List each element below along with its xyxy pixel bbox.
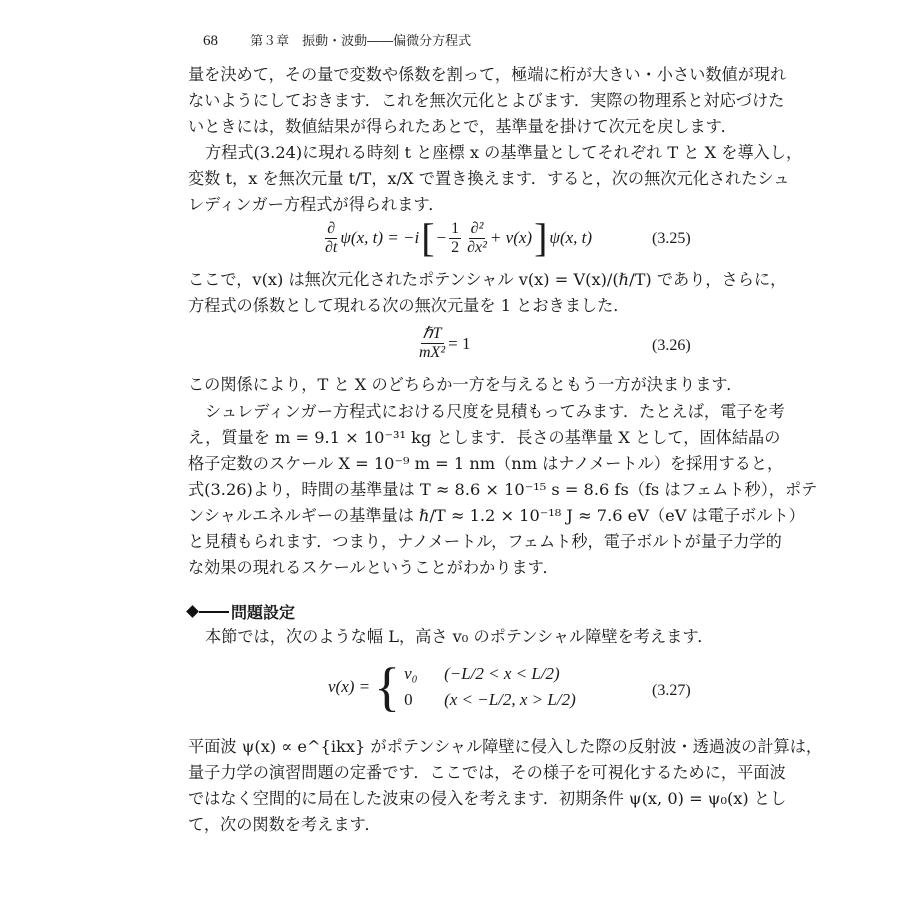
case-value: v₀: [404, 664, 418, 683]
numerator: ∂²: [470, 219, 484, 237]
text-line: な効果の現れるスケールということがわかります．: [188, 558, 559, 577]
text-line: 量子力学の演習問題の定番です．ここでは，その様子を可視化するために，平面波: [188, 763, 786, 782]
text-line: レディンガー方程式が得られます．: [188, 195, 445, 214]
denominator: ∂t: [325, 238, 338, 256]
text-line: 量を決めて，その量で変数や係数を割って，極端に桁が大きい・小さい数値が現れ: [188, 65, 787, 84]
text-line: ここで，v(x) は無次元化されたポテンシャル v(x) = V(x)/(ℏ/T) であり，さらに，: [188, 270, 787, 289]
denominator: 2: [451, 238, 460, 256]
denominator: ∂x²: [467, 238, 487, 256]
left-bracket: [: [421, 215, 435, 260]
text-line: 変数 t，x を無次元量 t/T，x/X で置き換えます．すると，次の無次元化されたシュ: [188, 169, 790, 188]
text-line: この関係により，T と X のどちらか一方を与えるともう一方が決まります．: [188, 375, 743, 394]
section-heading-text: 問題設定: [231, 603, 296, 622]
chapter-title: 第３章 振動・波動――偏微分方程式: [250, 34, 472, 49]
left-brace: {: [374, 657, 401, 717]
text-line: ではなく空間的に局在した波束の侵入を考えます．初期条件 ψ(x, 0) = ψ₀(x) とし: [188, 789, 787, 808]
text-line: 本節では，次のような幅 L，高さ v₀ のポテンシャル障壁を考えます．: [205, 627, 714, 646]
case-value: 0: [404, 690, 413, 709]
text-line: いときには，数値結果が得られたあとで，基準量を掛けて次元を戻します．: [188, 117, 737, 136]
section-heading: [188, 600, 295, 623]
cases: [404, 664, 576, 710]
fraction: [449, 220, 461, 257]
text-line: シュレディンガー方程式における尺度を見積もってみます．たとえば，電子を考: [205, 402, 785, 421]
equation-part: −: [436, 228, 447, 247]
text-line: 式(3.26)より，時間の基準量は T ≈ 8.6 × 10⁻¹⁵ s = 8.6 fs（fs はフェムト秒），ポテ: [188, 480, 818, 499]
equation-part: = 1: [448, 333, 471, 353]
equation-part: ψ(x, t) = −i: [340, 228, 420, 247]
text-line: て，次の関数を考えます．: [188, 815, 381, 834]
running-header: [203, 30, 471, 50]
fraction: [467, 220, 487, 257]
equation-number: (3.25): [652, 230, 691, 247]
text-line: 格子定数のスケール X = 10⁻⁹ m = 1 nm（nm はナノメートル）を採用すると，: [188, 454, 784, 473]
case-row: [404, 690, 576, 710]
equation-part: v(x) =: [328, 677, 371, 696]
equation-part: ψ(x, t): [549, 228, 593, 247]
equation-part: + v(x): [489, 228, 533, 247]
case-condition: (x < −L/2, x > L/2): [444, 690, 576, 709]
text-line: 方程式の係数として現れる次の無次元量を 1 とおきました．: [188, 296, 630, 315]
right-bracket: ]: [534, 215, 548, 260]
text-line: 方程式(3.24)に現れる時刻 t と座標 x の基準量としてそれぞれ T と X を導入し，: [205, 143, 803, 162]
numerator: 1: [451, 219, 460, 237]
numerator: ∂: [327, 219, 336, 237]
equation-number: (3.27): [652, 682, 691, 699]
text-line: ないようにしておきます．これを無次元化とよびます．実際の物理系と対応づけた: [188, 91, 785, 110]
equation-3-25: [322, 215, 593, 260]
text-line: 平面波 ψ(x) ∝ e^{ikx} がポテンシャル障壁に侵入した際の反射波・透過波の計算は，: [188, 737, 823, 756]
numerator: ℏT: [422, 325, 442, 342]
fraction: [325, 220, 337, 257]
text-line: と見積もられます．つまり，ナノメートル，フェムト秒，電子ボルトが量子力学的: [188, 532, 782, 551]
case-condition: (−L/2 < x < L/2): [444, 664, 560, 683]
equation-number: (3.26): [652, 337, 691, 354]
fraction: [419, 325, 445, 362]
equation-3-27: [328, 657, 576, 717]
equation-3-26: [416, 325, 470, 362]
page-number: 68: [203, 33, 218, 49]
heading-rule: [199, 611, 229, 613]
diamond-bullet-icon: [186, 605, 199, 618]
text-line: ンシャルエネルギーの基準量は ℏ/T ≈ 1.2 × 10⁻¹⁸ J ≈ 7.6 eV（eV は電子ボルト）: [188, 506, 805, 525]
text-line: え，質量を m = 9.1 × 10⁻³¹ kg とします．長さの基準量 X として，固体結晶の: [188, 428, 781, 447]
denominator: mX²: [419, 344, 446, 361]
case-row: [404, 664, 576, 684]
